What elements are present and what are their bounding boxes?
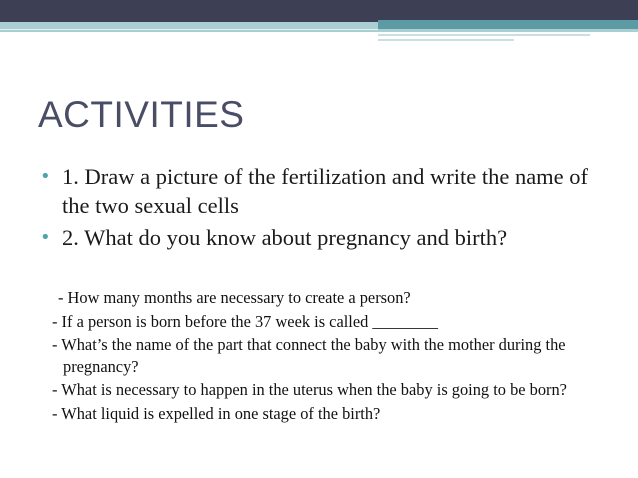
header-thin-line-1: [378, 34, 590, 36]
slide-title: ACTIVITIES: [38, 94, 245, 135]
sub-question-list: [52, 287, 622, 426]
header-dark-band: [0, 0, 638, 22]
header-thin-line-2: [378, 39, 514, 41]
bullet-item-2: [40, 223, 620, 252]
bullet-text: 1. Draw a picture of the fertilization and write the name of the two sexual cells: [62, 164, 589, 218]
sub-question-item: - If a person is born before the 37 week is called ________: [52, 311, 438, 331]
bullet-list: [40, 162, 620, 255]
sub-question-item: - What’s the name of the part that connect the baby with the mother during the pregnancy?: [52, 335, 566, 376]
bullet-dot-icon: •: [40, 166, 51, 187]
sub-question-item: - What liquid is expelled in one stage of the birth?: [52, 403, 381, 423]
bullet-text: 2. What do you know about pregnancy and birth?: [62, 225, 508, 250]
bullet-dot-icon: •: [40, 227, 51, 248]
header-teal-accent: [378, 20, 638, 29]
bullet-item-1: [40, 162, 620, 220]
sub-question-item: - How many months are necessary to create a person?: [58, 288, 411, 307]
sub-question-item: - What is necessary to happen in the uterus when the baby is going to be born?: [52, 380, 567, 399]
header-accent-line: [0, 29, 378, 30]
